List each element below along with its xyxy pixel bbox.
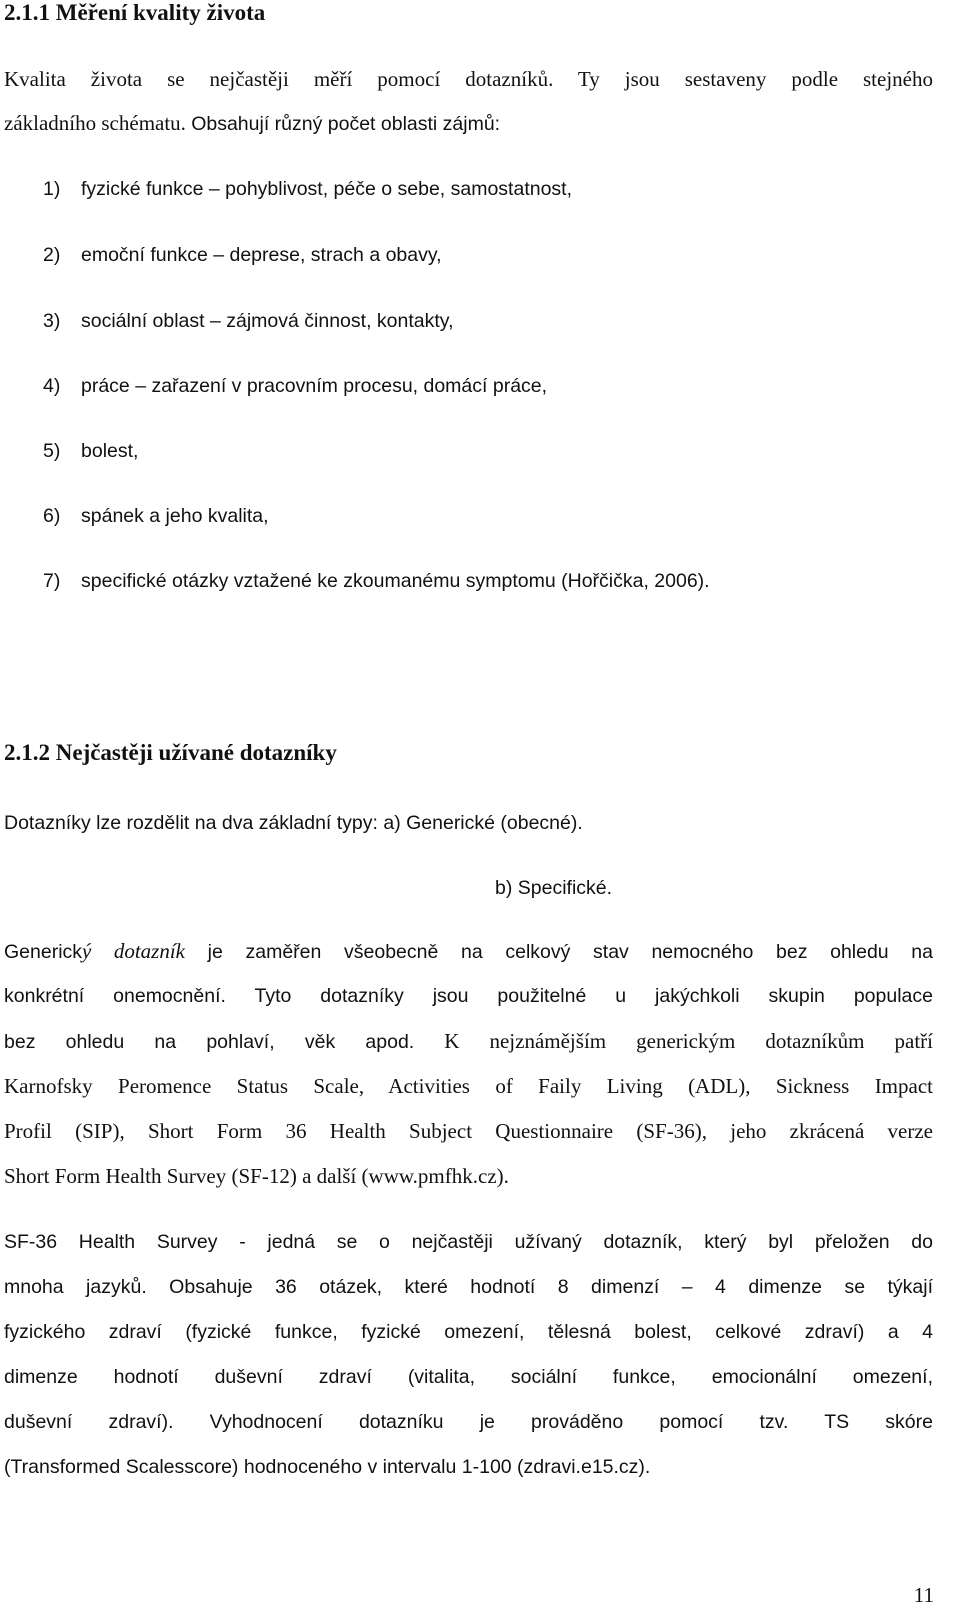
- list-item: [43, 503, 269, 529]
- list-item-text: práce – zařazení v pracovním procesu, domácí práce,: [81, 375, 548, 397]
- paragraph-line: duševní zdraví). Vyhodnocení dotazníku je prováděno pomocí tzv. TS skóre: [4, 1411, 933, 1433]
- list-item-number: 4): [43, 375, 61, 397]
- list-item-text: sociální oblast – zájmová činnost, kontakty,: [81, 310, 454, 332]
- list-item-text: emoční funkce – deprese, strach a obavy,: [81, 244, 442, 266]
- list-item-text: spánek a jeho kvalita,: [81, 505, 269, 527]
- list-item-text: bolest,: [81, 440, 139, 462]
- intro-line-1: Kvalita života se nejčastěji měří pomocí dotazníků. Ty jsou sestaveny podle stejného: [4, 67, 933, 91]
- paragraph-line: [4, 1028, 933, 1055]
- paragraph-line: fyzického zdraví (fyzické funkce, fyzické omezení, tělesná bolest, celkové zdraví) a 4: [4, 1321, 933, 1343]
- paragraph-line: dimenze hodnotí duševní zdraví (vitalita, sociální funkce, emocionální omezení,: [4, 1366, 933, 1388]
- list-item: [43, 308, 454, 334]
- list-item-text: specifické otázky vztažené ke zkoumanému symptomu (Hořčička, 2006).: [81, 570, 710, 592]
- paragraph-line: SF-36 Health Survey - jedná se o nejčastěji užívaný dotazník, který byl přeložen do: [4, 1231, 933, 1253]
- types-line-1: Dotazníky lze rozdělit na dva základní typy: a) Generické (obecné).: [4, 812, 583, 834]
- intro-line-2: [4, 110, 933, 137]
- paragraph-line: Karnofsky Peromence Status Scale, Activities of Faily Living (ADL), Sickness Impact: [4, 1074, 933, 1098]
- section-heading-2: 2.1.2 Nejčastěji užívané dotazníky: [4, 740, 337, 765]
- paragraph-line: (Transformed Scalesscore) hodnoceného v intervalu 1-100 (zdravi.e15.cz).: [4, 1456, 651, 1478]
- paragraph-text-serif: K nejznámějším generickým dotazníkům patří: [414, 1029, 934, 1053]
- paragraph-line: [4, 938, 933, 965]
- paragraph-text: je zaměřen všeobecně na celkový stav nemocného bez ohledu na: [185, 941, 933, 963]
- list-item: [43, 242, 442, 268]
- list-item: [43, 176, 572, 202]
- list-item-number: 6): [43, 505, 61, 527]
- list-item-number: 1): [43, 178, 61, 200]
- paragraph-text-sans: bez ohledu na pohlaví, věk apod.: [4, 1031, 415, 1053]
- intro-line-2-serif: základního schématu.: [4, 111, 186, 135]
- list-item-number: 3): [43, 310, 61, 332]
- intro-line-2-sans: Obsahují různý počet oblasti zájmů:: [191, 113, 501, 135]
- page-number: 11: [913, 1583, 934, 1607]
- paragraph-line: Short Form Health Survey (SF-12) a další (www.pmfhk.cz).: [4, 1164, 509, 1188]
- list-item-number: 7): [43, 570, 61, 592]
- generic-term-part2: ý dotazník: [82, 939, 186, 963]
- types-line-2: b) Specifické.: [495, 877, 613, 899]
- paragraph-line: Profil (SIP), Short Form 36 Health Subject Questionnaire (SF-36), jeho zkrácená verze: [4, 1119, 933, 1143]
- list-item: [43, 568, 710, 594]
- list-item: [43, 373, 547, 399]
- section-heading-1: 2.1.1 Měření kvality života: [4, 0, 266, 25]
- list-item: [43, 438, 138, 464]
- list-item-text: fyzické funkce – pohyblivost, péče o sebe, samostatnost,: [81, 178, 573, 200]
- list-item-number: 5): [43, 440, 61, 462]
- paragraph-text: Obsahuje 36 otázek, které hodnotí 8 dimenzí – 4 dimenze se týkají: [146, 1276, 933, 1298]
- paragraph-text: mnoha jazyků.: [4, 1276, 147, 1298]
- paragraph-line: [4, 1274, 933, 1300]
- paragraph-line: konkrétní onemocnění. Tyto dotazníky jsou použitelné u jakýchkoli skupin populace: [4, 985, 933, 1007]
- generic-term-part1: Generick: [4, 941, 83, 963]
- list-item-number: 2): [43, 244, 61, 266]
